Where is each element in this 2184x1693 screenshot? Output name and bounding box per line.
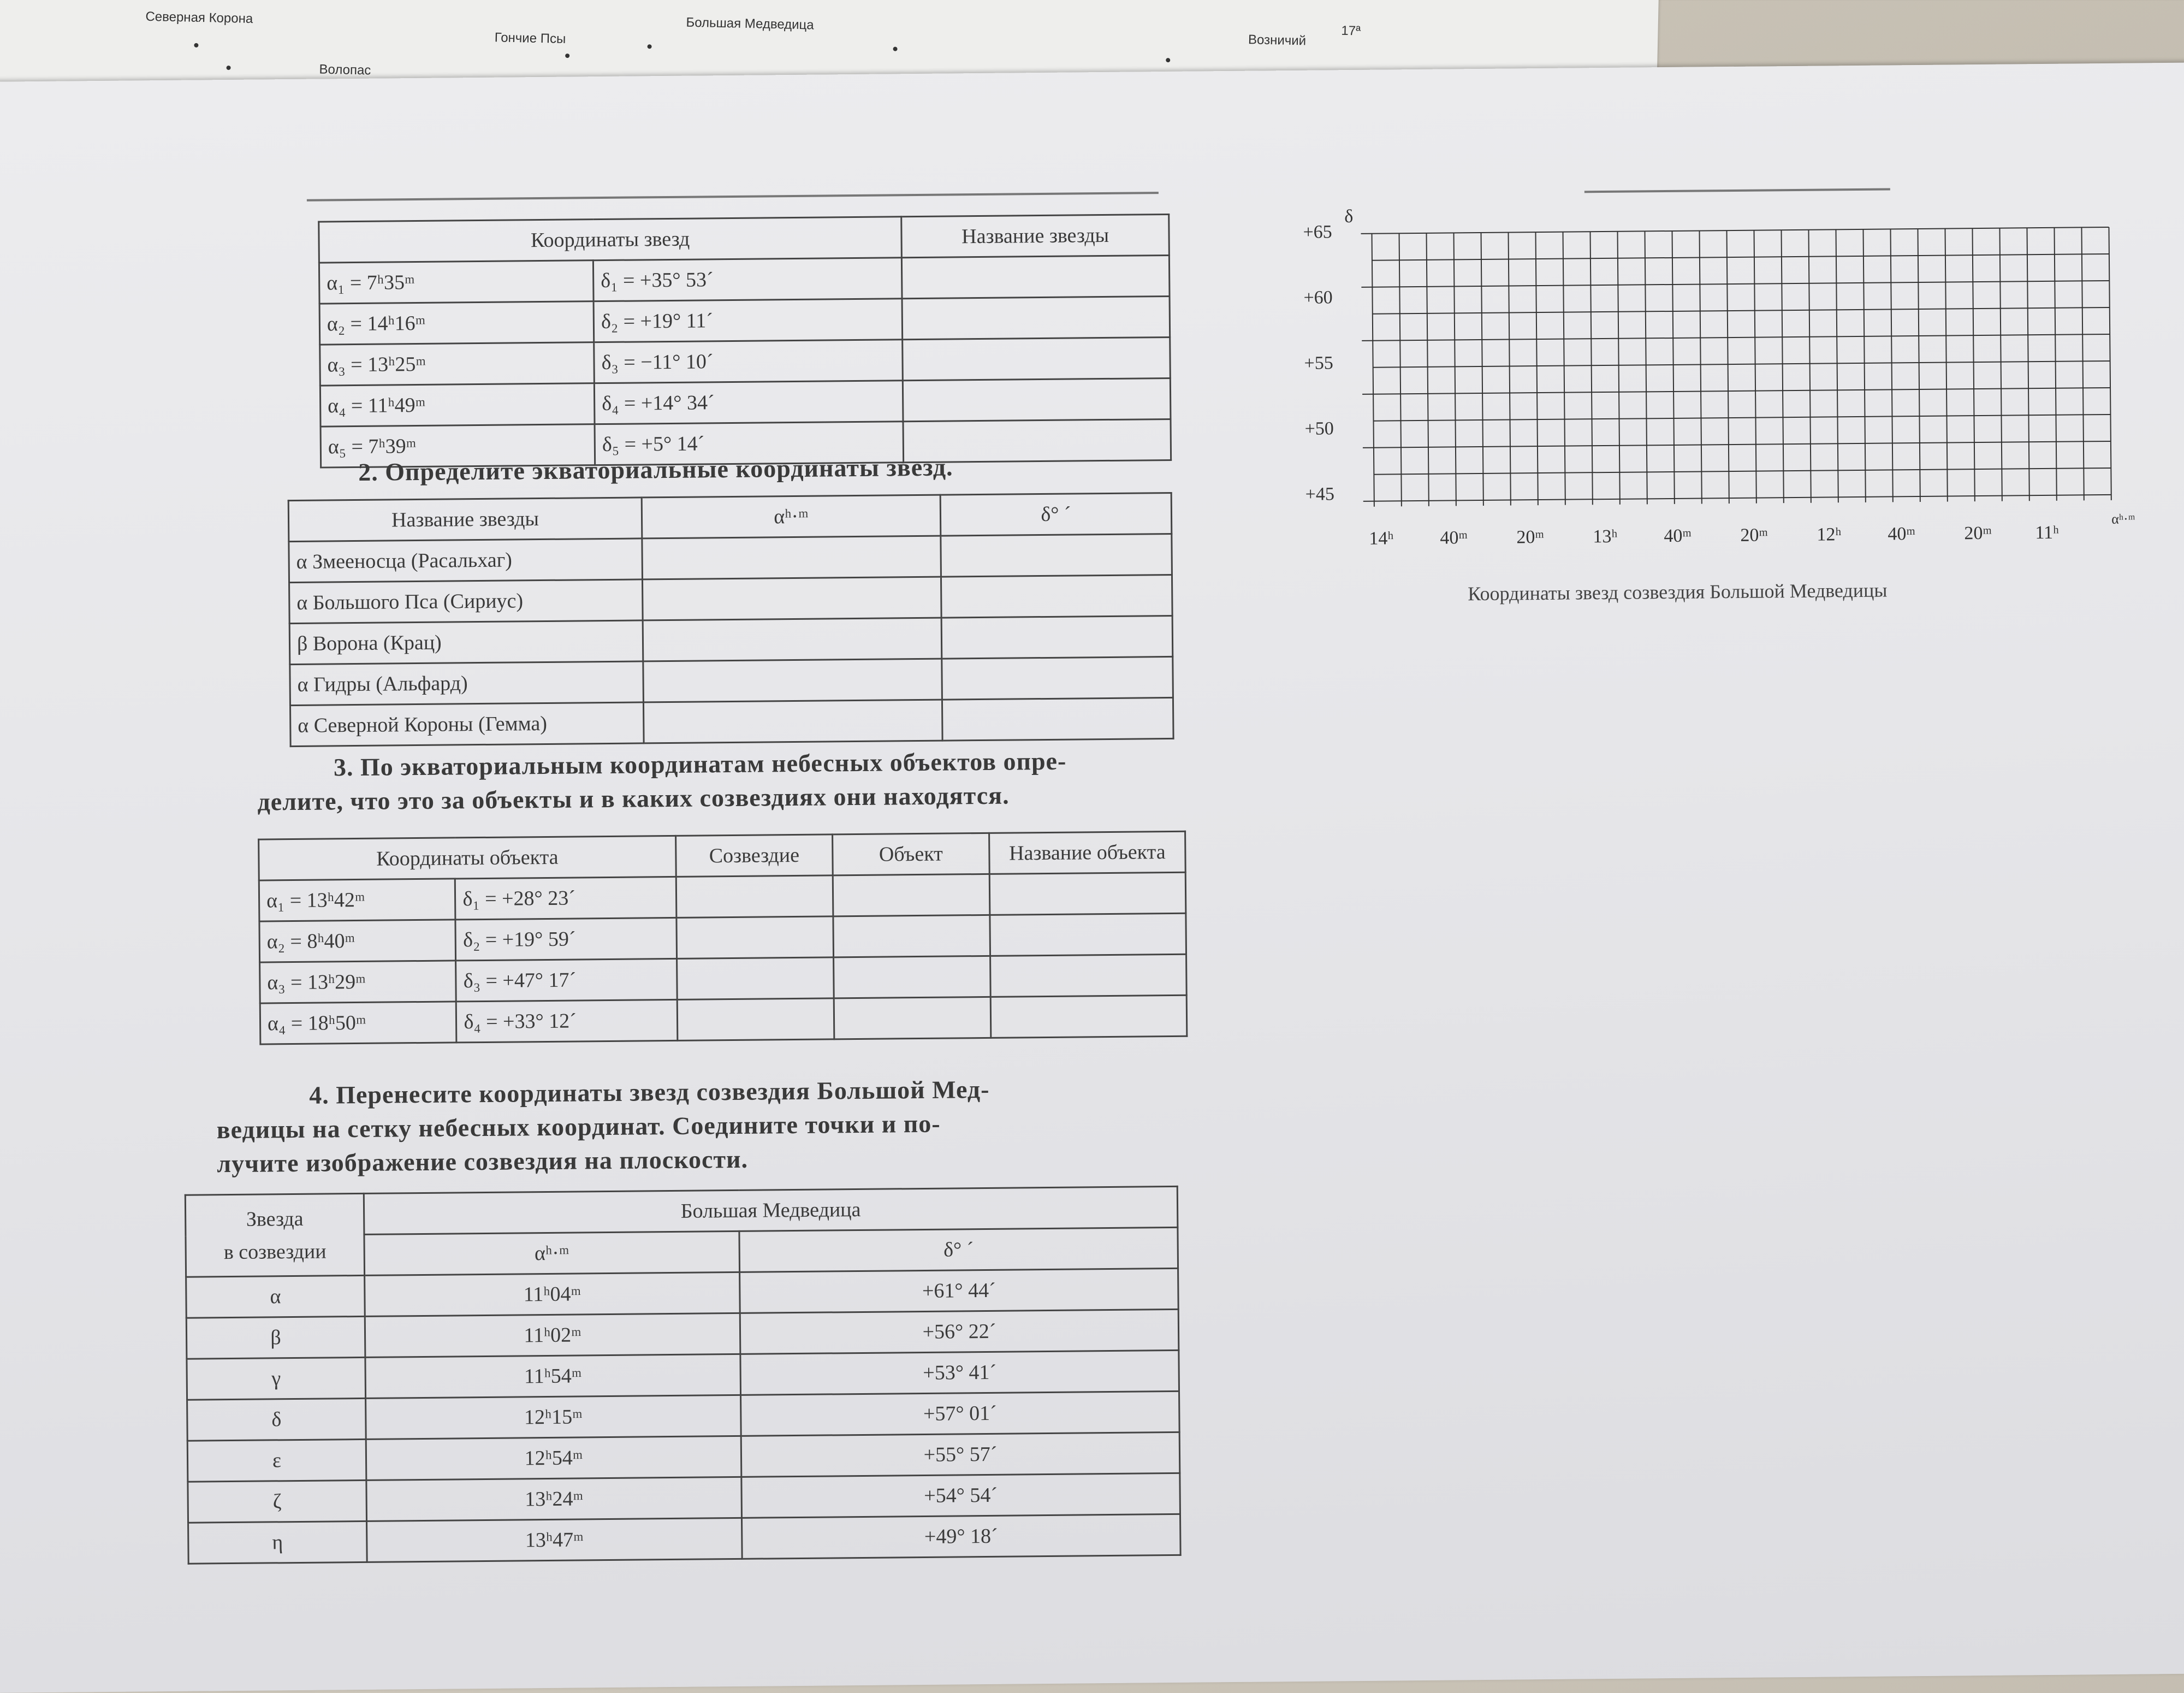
grid-vertical-line — [1399, 233, 1402, 506]
task-4-title-line3: лучите изображение созвездия на плоскости. — [217, 1145, 749, 1178]
grid-horizontal-line — [1363, 495, 2111, 501]
header-coords: Координаты звезд — [319, 217, 902, 263]
header-alpha: αʰ·ᵐ — [364, 1231, 740, 1275]
delta-cell: +49° 18´ — [741, 1514, 1180, 1559]
table-row — [290, 656, 1173, 705]
alpha-cell: 13ʰ47ᵐ — [367, 1518, 743, 1562]
answer-cell[interactable] — [990, 913, 1186, 956]
header-constellation: Созвездие — [676, 834, 833, 877]
x-tick-label: 40ᵐ — [1888, 524, 1916, 544]
star-letter: α — [186, 1275, 365, 1318]
task-4-title-line2: ведицы на сетку небесных координат. Соедините точки и по- — [216, 1109, 941, 1144]
grid-caption: Координаты звезд созвездия Большой Медведицы — [1468, 579, 1888, 605]
alpha-cell: 11ʰ54ᵐ — [365, 1354, 741, 1398]
grid-vertical-line — [1726, 230, 1729, 504]
y-tick-label: +45 — [1305, 484, 1335, 505]
star-letter: ε — [187, 1439, 366, 1482]
delta-cell: +55° 57´ — [741, 1432, 1180, 1477]
x-tick-label: 20ᵐ — [1964, 523, 1992, 544]
grid-horizontal-line — [1374, 468, 2111, 475]
star-dot — [226, 66, 230, 70]
star-letter: β — [186, 1316, 365, 1359]
coordinate-grid[interactable] — [1301, 205, 2156, 606]
divider — [1584, 188, 1890, 193]
answer-cell[interactable] — [942, 656, 1173, 700]
starmap-label-auriga: Возничий — [1248, 32, 1307, 49]
task-4-title-line1: 4. Перенесите координаты звезд созвездия Большой Мед- — [308, 1075, 990, 1109]
alpha-cell: α₅ = 7ʰ39ᵐ — [321, 424, 595, 467]
header-object-name: Название объекта — [989, 831, 1186, 874]
header-constellation: Большая Медведица — [364, 1186, 1178, 1234]
task-2-table — [288, 492, 1174, 747]
answer-cell[interactable] — [903, 378, 1171, 421]
delta-cell: δ₃ = +47° 17´ — [456, 958, 677, 1002]
starmap-label-bootes: Волопас — [319, 62, 371, 78]
header-star-name: Название звезды — [901, 214, 1169, 257]
y-tick-label: +60 — [1303, 287, 1333, 308]
alpha-cell: α₂ = 14ʰ16ᵐ — [319, 301, 594, 345]
alpha-cell: α₁ = 7ʰ35ᵐ — [319, 261, 594, 304]
grid-vertical-line — [2027, 228, 2029, 501]
grid-vertical-line — [1890, 229, 1892, 502]
grid-horizontal-line — [1362, 388, 2110, 394]
grid-horizontal-line — [1361, 281, 2109, 287]
grid-horizontal-line — [1363, 441, 2111, 448]
grid-vertical-line — [1618, 232, 1620, 505]
star-name-cell: α Гидры (Альфард) — [290, 661, 644, 706]
star-name-cell: α Змееносца (Расальхаг) — [289, 538, 643, 583]
grid-vertical-line — [1672, 231, 1675, 504]
grid-vertical-line — [1699, 231, 1701, 504]
grid-vertical-line — [1808, 230, 1811, 503]
answer-cell[interactable] — [833, 956, 990, 998]
answer-cell[interactable] — [677, 998, 834, 1041]
grid-horizontal-line — [1374, 415, 2111, 421]
grid-vertical-line — [1754, 230, 1756, 504]
star-dot — [565, 54, 569, 58]
answer-cell[interactable] — [643, 659, 942, 702]
answer-cell[interactable] — [642, 536, 941, 579]
grid-vertical-line — [1945, 229, 1947, 502]
star-coordinates-table — [318, 214, 1172, 469]
alpha-cell: 12ʰ15ᵐ — [366, 1395, 741, 1439]
table-row — [260, 995, 1187, 1044]
answer-cell[interactable] — [902, 296, 1170, 339]
table-row — [320, 337, 1171, 386]
coordinate-grid-panel — [1301, 205, 2156, 606]
answer-cell[interactable] — [990, 954, 1186, 997]
grid-horizontal-line — [1373, 361, 2110, 368]
y-tick-label: +55 — [1304, 353, 1333, 374]
delta-cell: +54° 54´ — [741, 1473, 1180, 1518]
answer-cell[interactable] — [942, 697, 1173, 741]
grid-vertical-line — [1645, 231, 1647, 504]
x-tick-label: 11ʰ — [2035, 522, 2060, 543]
star-name-cell: β Ворона (Крац) — [289, 620, 643, 665]
answer-cell[interactable] — [833, 915, 990, 957]
answer-cell[interactable] — [902, 255, 1170, 298]
answer-cell[interactable] — [676, 875, 833, 918]
alpha-cell: 11ʰ04ᵐ — [365, 1272, 740, 1316]
grid-vertical-line — [1563, 232, 1565, 505]
delta-cell: δ₃ = −11° 10´ — [594, 340, 903, 383]
x-tick-label: 14ʰ — [1369, 528, 1394, 549]
y-tick-label: +50 — [1304, 418, 1334, 439]
starmap-label-corona: Северная Корона — [145, 9, 253, 26]
starmap-label-ra: 17ª — [1341, 23, 1361, 39]
grid-vertical-line — [1836, 229, 1838, 502]
alpha-cell: α₁ = 13ʰ42ᵐ — [259, 879, 455, 921]
table-row — [188, 1514, 1181, 1564]
grid-vertical-line — [1509, 233, 1511, 506]
y-tick-label: +65 — [1303, 222, 1332, 242]
delta-cell: δ₁ = +28° 23´ — [455, 877, 676, 920]
answer-cell[interactable] — [643, 700, 942, 743]
grid-vertical-line — [1863, 229, 1865, 502]
star-dot — [1166, 58, 1170, 62]
star-dot — [194, 43, 198, 48]
alpha-cell: α₃ = 13ʰ29ᵐ — [260, 961, 456, 1003]
answer-cell[interactable] — [990, 995, 1187, 1038]
table-row — [289, 615, 1173, 664]
delta-cell: +57° 01´ — [741, 1391, 1180, 1436]
answer-cell[interactable] — [903, 337, 1170, 380]
grid-horizontal-line — [1361, 227, 2109, 234]
table-row — [319, 255, 1170, 304]
answer-cell[interactable] — [941, 575, 1172, 618]
alpha-cell: 11ʰ02ᵐ — [365, 1313, 740, 1357]
header-star — [185, 1193, 364, 1277]
task-3-title-line2: делите, что это за объекты и в каких созвездиях они находятся. — [257, 781, 1010, 816]
delta-cell: δ₄ = +14° 34´ — [594, 381, 903, 424]
header-star-line1: Звезда — [246, 1207, 304, 1231]
x-tick-label: 40ᵐ — [1664, 525, 1692, 547]
answer-cell[interactable] — [833, 874, 990, 916]
task-2-title: 2. Определите экваториальные координаты звезд. — [358, 453, 953, 486]
grid-vertical-line — [1999, 228, 2002, 501]
answer-cell[interactable] — [989, 872, 1186, 915]
grid-vertical-line — [2109, 227, 2111, 500]
answer-cell[interactable] — [676, 957, 834, 1000]
answer-cell[interactable] — [834, 997, 991, 1039]
star-dot — [893, 47, 897, 51]
star-letter: ζ — [188, 1480, 367, 1523]
star-dot — [647, 44, 651, 49]
worksheet-page — [0, 62, 2184, 1693]
delta-cell: δ₂ = +19° 59´ — [455, 917, 676, 961]
grid-vertical-line — [1536, 232, 1538, 505]
alpha-cell: 13ʰ24ᵐ — [366, 1477, 742, 1521]
grid-vertical-line — [1454, 233, 1456, 506]
answer-cell[interactable] — [941, 534, 1172, 577]
grid-horizontal-line — [1362, 334, 2110, 341]
grid-vertical-line — [1918, 229, 1920, 502]
delta-axis-label: δ — [1344, 206, 1354, 227]
header-star-line2: в созвездии — [223, 1240, 327, 1264]
alpha-cell: α₃ = 13ʰ25ᵐ — [320, 342, 595, 386]
x-tick-label: 20ᵐ — [1740, 525, 1768, 546]
table-row — [289, 534, 1172, 582]
star-letter: γ — [187, 1357, 366, 1400]
table-row — [320, 378, 1171, 427]
star-name-cell: α Большого Пса (Сириус) — [289, 579, 643, 624]
table-row — [319, 296, 1170, 345]
grid-vertical-line — [1372, 234, 1374, 507]
answer-cell[interactable] — [676, 916, 834, 959]
task-3-table — [258, 831, 1188, 1045]
grid-horizontal-line — [1372, 254, 2109, 261]
alpha-cell: α₄ = 18ʰ50ᵐ — [260, 1002, 456, 1044]
alpha-cell: α₄ = 11ʰ49ᵐ — [320, 383, 595, 427]
starmap-label-canes: Гончие Псы — [494, 30, 566, 47]
star-name-cell: α Северной Короны (Гемма) — [290, 702, 644, 747]
header-alpha: αʰ·ᵐ — [642, 495, 941, 538]
grid-vertical-line — [1590, 232, 1593, 505]
x-tick-label: 40ᵐ — [1440, 528, 1468, 548]
answer-cell[interactable] — [642, 577, 941, 620]
grid-vertical-line — [1972, 228, 1974, 501]
grid-vertical-line — [1481, 233, 1483, 506]
answer-cell[interactable] — [643, 618, 942, 661]
header-delta: δ° ´ — [940, 493, 1172, 536]
star-letter: δ — [187, 1398, 366, 1441]
divider — [307, 192, 1159, 202]
answer-cell[interactable] — [941, 615, 1173, 659]
task-3-title-line1: 3. По экваториальным координатам небесных объектов опре- — [333, 747, 1067, 782]
header-object: Объект — [833, 833, 990, 875]
grid-horizontal-line — [1373, 307, 2110, 314]
grid-vertical-line — [2054, 228, 2056, 501]
x-tick-label: 20ᵐ — [1516, 527, 1545, 548]
x-tick-label: 13ʰ — [1593, 526, 1618, 547]
alpha-cell: 12ʰ54ᵐ — [366, 1436, 741, 1480]
grid-vertical-line — [2081, 227, 2084, 500]
delta-cell: δ₅ = +5° 14´ — [595, 422, 904, 465]
delta-cell: +61° 44´ — [740, 1268, 1179, 1313]
alpha-axis-label: αʰ·ᵐ — [2111, 511, 2135, 527]
grid-vertical-line — [1427, 233, 1429, 506]
table-row — [290, 697, 1173, 746]
delta-cell: +56° 22´ — [740, 1309, 1179, 1354]
delta-cell: δ₄ = +33° 12´ — [456, 999, 678, 1043]
table-row — [289, 575, 1173, 623]
delta-cell: δ₁ = +35° 53´ — [594, 258, 903, 301]
x-tick-label: 12ʰ — [1817, 524, 1842, 545]
alpha-cell: α₂ = 8ʰ40ᵐ — [259, 920, 456, 962]
delta-cell: +53° 41´ — [740, 1350, 1179, 1395]
header-star-name: Название звезды — [288, 498, 642, 542]
delta-cell: δ₂ = +19° 11´ — [594, 299, 903, 342]
header-delta: δ° ´ — [739, 1227, 1178, 1272]
star-letter: η — [188, 1521, 367, 1564]
header-object-coords: Координаты объекта — [259, 836, 676, 880]
starmap-label-ursa: Большая Медведица — [686, 15, 814, 33]
grid-vertical-line — [1781, 230, 1783, 503]
task-4-table — [185, 1186, 1182, 1565]
